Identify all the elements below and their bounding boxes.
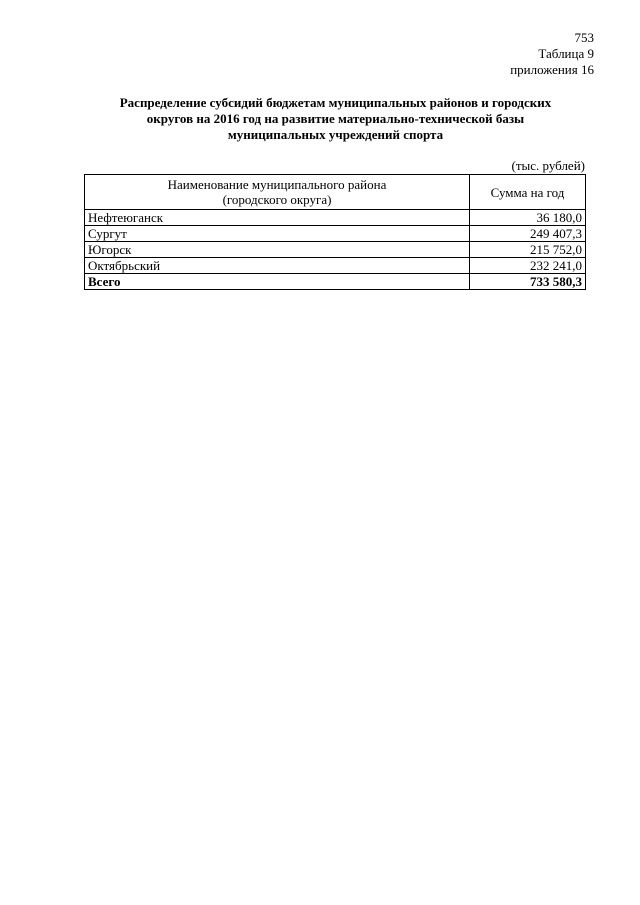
row-amount: 215 752,0 xyxy=(470,242,586,258)
appendix-label: приложения 16 xyxy=(510,62,594,77)
units-note: (тыс. рублей) xyxy=(511,158,585,173)
column-header-amount: Сумма на год xyxy=(470,175,586,210)
row-name: Октябрьский xyxy=(85,258,470,274)
table-label: Таблица 9 xyxy=(538,46,594,61)
subsidies-table xyxy=(84,174,586,290)
total-label: Всего xyxy=(85,274,470,290)
table-reference xyxy=(510,46,594,78)
title-line: округов на 2016 год на развитие материально-технической базы xyxy=(146,111,525,126)
table-row xyxy=(85,226,586,242)
table-header-row xyxy=(85,175,586,210)
title-line: муниципальных учреждений спорта xyxy=(227,127,444,142)
table-row xyxy=(85,258,586,274)
page-number: 753 xyxy=(574,30,594,45)
total-amount: 733 580,3 xyxy=(470,274,586,290)
row-amount: 249 407,3 xyxy=(470,226,586,242)
row-amount: 232 241,0 xyxy=(470,258,586,274)
table-row xyxy=(85,210,586,226)
row-name: Сургут xyxy=(85,226,470,242)
title-line: Распределение субсидий бюджетам муниципальных районов и городских xyxy=(119,95,552,110)
column-header-name-line1: Наименование муниципального района xyxy=(167,177,387,192)
row-name: Югорск xyxy=(85,242,470,258)
row-amount: 36 180,0 xyxy=(470,210,586,226)
table-total-row xyxy=(85,274,586,290)
column-header-name xyxy=(85,175,470,210)
document-title xyxy=(84,95,587,143)
row-name: Нефтеюганск xyxy=(85,210,470,226)
column-header-name-line2: (городского округа) xyxy=(222,192,332,207)
table-row xyxy=(85,242,586,258)
